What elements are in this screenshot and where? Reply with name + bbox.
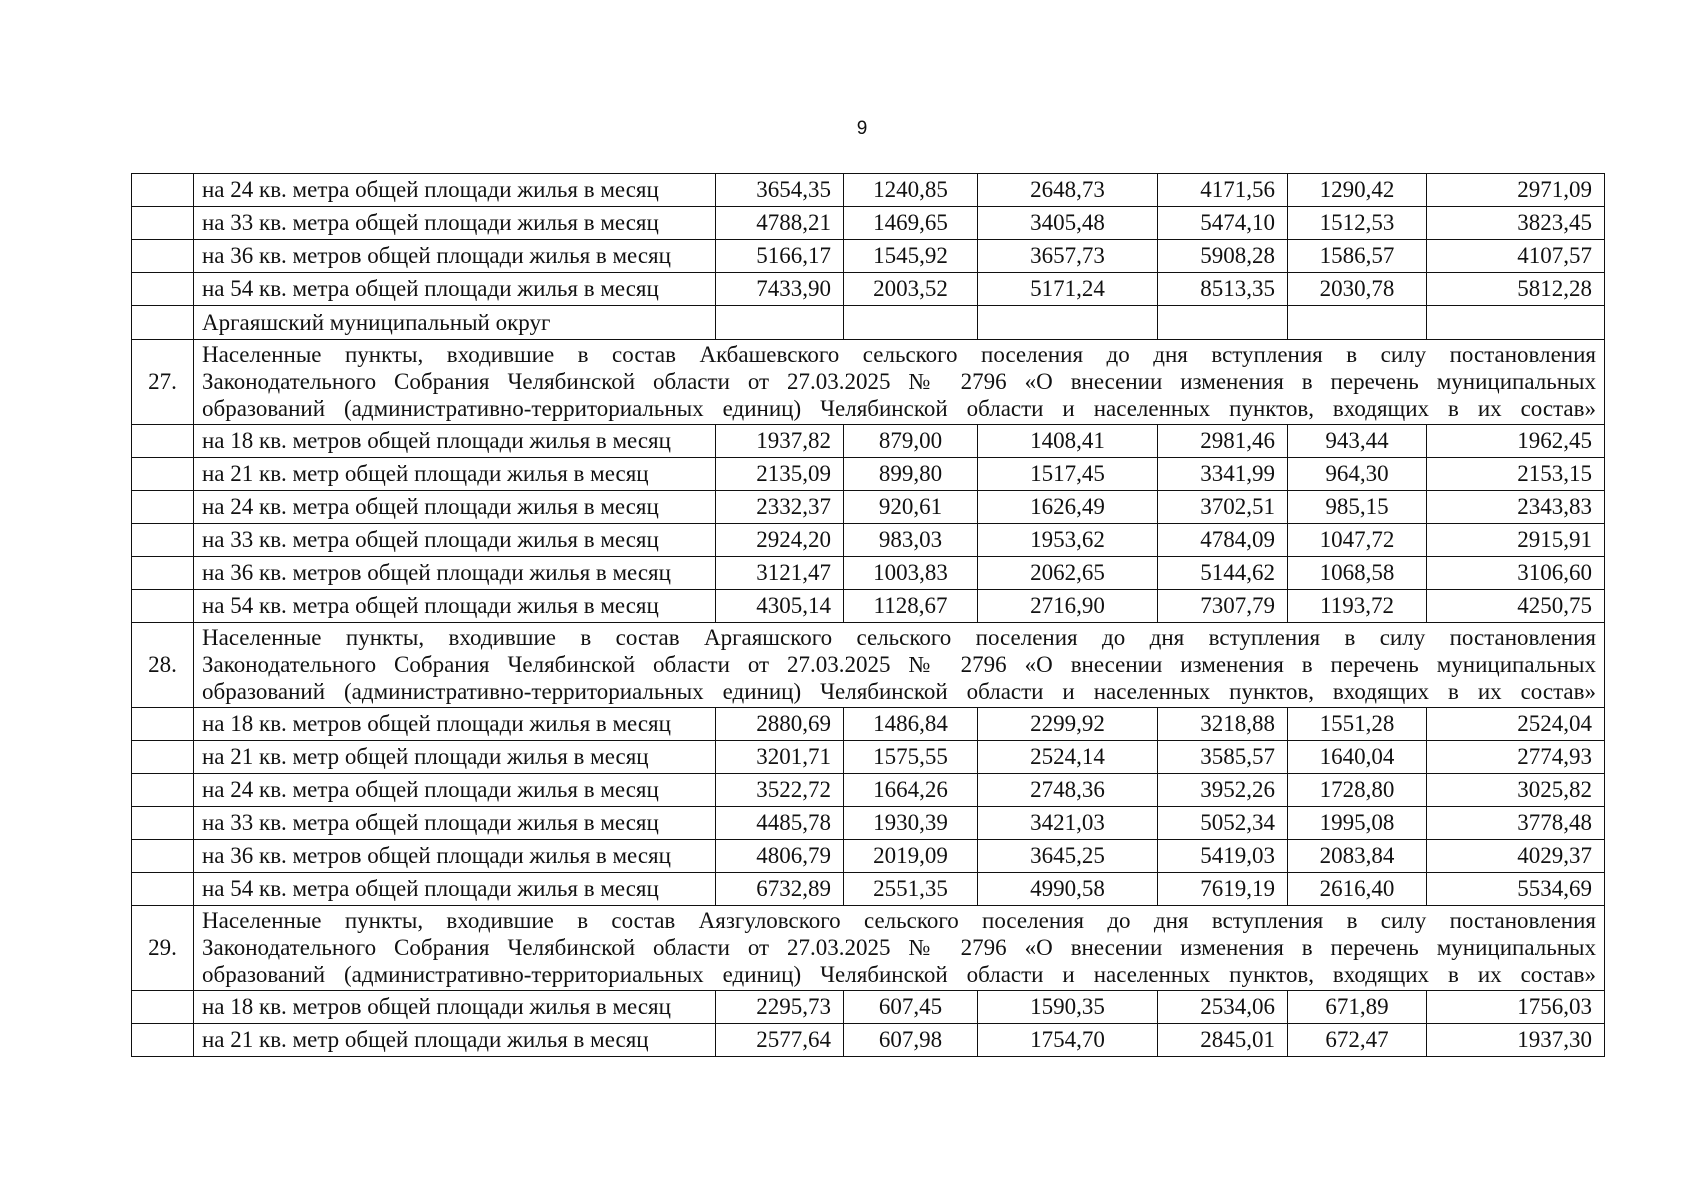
value-cell: 672,47	[1288, 1024, 1427, 1057]
value-cell: 3201,71	[716, 741, 844, 774]
row-label: на 18 кв. метров общей площади жилья в месяц	[194, 425, 716, 458]
value-cell: 1486,84	[844, 708, 978, 741]
value-cell: 3121,47	[716, 557, 844, 590]
row-index-cell	[132, 840, 194, 873]
value-cell: 3654,35	[716, 174, 844, 207]
table-row	[132, 458, 1605, 491]
table-row	[132, 524, 1605, 557]
value-cell: 2981,46	[1158, 425, 1288, 458]
table-row	[132, 774, 1605, 807]
row-label: на 21 кв. метр общей площади жилья в месяц	[194, 458, 716, 491]
section-description	[194, 340, 1605, 425]
table-row	[132, 557, 1605, 590]
value-cell: 7619,19	[1158, 873, 1288, 906]
value-cell: 1962,45	[1427, 425, 1605, 458]
row-index-cell	[132, 708, 194, 741]
value-cell: 2774,93	[1427, 741, 1605, 774]
row-label: на 24 кв. метра общей площади жилья в месяц	[194, 774, 716, 807]
value-cell: 2616,40	[1288, 873, 1427, 906]
section-description-line: Законодательного Собрания Челябинской области от 27.03.2025 № 2796 «О внесении изменения в перечень муниципальных	[202, 935, 1596, 960]
value-cell: 1240,85	[844, 174, 978, 207]
value-cell: 4806,79	[716, 840, 844, 873]
table-row	[132, 207, 1605, 240]
value-cell: 1937,30	[1427, 1024, 1605, 1057]
value-cell: 4788,21	[716, 207, 844, 240]
table-row	[132, 991, 1605, 1024]
tariff-table	[131, 173, 1605, 1057]
value-cell: 1930,39	[844, 807, 978, 840]
section-description	[194, 906, 1605, 991]
value-cell: 920,61	[844, 491, 978, 524]
row-label: на 33 кв. метра общей площади жилья в месяц	[194, 524, 716, 557]
row-index-cell	[132, 873, 194, 906]
value-cell: 3823,45	[1427, 207, 1605, 240]
value-cell: 1517,45	[978, 458, 1158, 491]
value-cell: 2880,69	[716, 708, 844, 741]
value-cell: 4029,37	[1427, 840, 1605, 873]
value-cell: 1590,35	[978, 991, 1158, 1024]
row-index-cell	[132, 240, 194, 273]
value-cell: 2135,09	[716, 458, 844, 491]
section-number: 28.	[132, 623, 194, 708]
row-label: на 24 кв. метра общей площади жилья в месяц	[194, 174, 716, 207]
value-cell: 2577,64	[716, 1024, 844, 1057]
row-label: на 36 кв. метров общей площади жилья в месяц	[194, 240, 716, 273]
value-cell: 2524,14	[978, 741, 1158, 774]
value-cell: 1575,55	[844, 741, 978, 774]
value-cell: 2153,15	[1427, 458, 1605, 491]
value-cell: 4990,58	[978, 873, 1158, 906]
section-number: 27.	[132, 340, 194, 425]
value-cell: 4784,09	[1158, 524, 1288, 557]
value-cell: 964,30	[1288, 458, 1427, 491]
value-cell: 1545,92	[844, 240, 978, 273]
value-cell: 3952,26	[1158, 774, 1288, 807]
row-label: на 33 кв. метра общей площади жилья в месяц	[194, 807, 716, 840]
value-cell: 2748,36	[978, 774, 1158, 807]
section-description-line: Населенные пункты, входившие в состав Аргаяшского сельского поселения до дня вступления в силу постановления	[202, 625, 1596, 650]
value-cell: 5812,28	[1427, 273, 1605, 306]
empty-cell	[1158, 306, 1288, 340]
table-row	[132, 240, 1605, 273]
row-index-cell	[132, 273, 194, 306]
value-cell: 1512,53	[1288, 207, 1427, 240]
value-cell: 2343,83	[1427, 491, 1605, 524]
row-index-cell	[132, 741, 194, 774]
row-label: на 33 кв. метра общей площади жилья в месяц	[194, 207, 716, 240]
row-index-cell	[132, 991, 194, 1024]
value-cell: 1953,62	[978, 524, 1158, 557]
section-description-line: образований (административно-территориальных единиц) Челябинской области и населенных пунктов, входящих в их состав»	[202, 962, 1596, 987]
value-cell: 2019,09	[844, 840, 978, 873]
row-label: на 18 кв. метров общей площади жилья в месяц	[194, 991, 716, 1024]
value-cell: 6732,89	[716, 873, 844, 906]
value-cell: 8513,35	[1158, 273, 1288, 306]
value-cell: 943,44	[1288, 425, 1427, 458]
value-cell: 1664,26	[844, 774, 978, 807]
row-index-cell	[132, 807, 194, 840]
value-cell: 2845,01	[1158, 1024, 1288, 1057]
value-cell: 4250,75	[1427, 590, 1605, 623]
row-index-cell	[132, 590, 194, 623]
value-cell: 5474,10	[1158, 207, 1288, 240]
section-description-line: образований (административно-территориальных единиц) Челябинской области и населенных пунктов, входящих в их состав»	[202, 679, 1596, 704]
value-cell: 3585,57	[1158, 741, 1288, 774]
page-number: 9	[856, 118, 868, 139]
table-row	[132, 708, 1605, 741]
value-cell: 2915,91	[1427, 524, 1605, 557]
value-cell: 3702,51	[1158, 491, 1288, 524]
value-cell: 1640,04	[1288, 741, 1427, 774]
value-cell: 1128,67	[844, 590, 978, 623]
value-cell: 5166,17	[716, 240, 844, 273]
value-cell: 3645,25	[978, 840, 1158, 873]
value-cell: 1068,58	[1288, 557, 1427, 590]
row-index-cell	[132, 557, 194, 590]
row-label: на 18 кв. метров общей площади жилья в месяц	[194, 708, 716, 741]
row-label: на 54 кв. метра общей площади жилья в месяц	[194, 590, 716, 623]
table-row	[132, 840, 1605, 873]
value-cell: 5144,62	[1158, 557, 1288, 590]
value-cell: 2030,78	[1288, 273, 1427, 306]
row-label: на 21 кв. метр общей площади жилья в месяц	[194, 741, 716, 774]
value-cell: 2295,73	[716, 991, 844, 1024]
value-cell: 2062,65	[978, 557, 1158, 590]
section-description-line: образований (административно-территориальных единиц) Челябинской области и населенных пунктов, входящих в их состав»	[202, 396, 1596, 421]
empty-cell	[1288, 306, 1427, 340]
section-number: 29.	[132, 906, 194, 991]
row-label: на 21 кв. метр общей площади жилья в месяц	[194, 1024, 716, 1057]
row-index-cell	[132, 207, 194, 240]
value-cell: 1995,08	[1288, 807, 1427, 840]
value-cell: 4171,56	[1158, 174, 1288, 207]
group-label: Аргаяшский муниципальный округ	[194, 306, 716, 340]
row-index-cell	[132, 458, 194, 491]
table-row	[132, 741, 1605, 774]
value-cell: 1756,03	[1427, 991, 1605, 1024]
value-cell: 671,89	[1288, 991, 1427, 1024]
table-row	[132, 1024, 1605, 1057]
row-label: на 36 кв. метров общей площади жилья в месяц	[194, 840, 716, 873]
table-row	[132, 590, 1605, 623]
row-index-cell	[132, 1024, 194, 1057]
section-description	[194, 623, 1605, 708]
value-cell: 3421,03	[978, 807, 1158, 840]
value-cell: 1728,80	[1288, 774, 1427, 807]
value-cell: 607,98	[844, 1024, 978, 1057]
value-cell: 985,15	[1288, 491, 1427, 524]
value-cell: 4107,57	[1427, 240, 1605, 273]
section-description-line: Населенные пункты, входившие в состав Акбашевского сельского поселения до дня вступления в силу постановления	[202, 342, 1596, 367]
row-label: на 36 кв. метров общей площади жилья в месяц	[194, 557, 716, 590]
value-cell: 2524,04	[1427, 708, 1605, 741]
value-cell: 607,45	[844, 991, 978, 1024]
value-cell: 3218,88	[1158, 708, 1288, 741]
section-row	[132, 340, 1605, 425]
value-cell: 2332,37	[716, 491, 844, 524]
section-row	[132, 623, 1605, 708]
value-cell: 5908,28	[1158, 240, 1288, 273]
value-cell: 1551,28	[1288, 708, 1427, 741]
value-cell: 1937,82	[716, 425, 844, 458]
value-cell: 3405,48	[978, 207, 1158, 240]
row-label: на 54 кв. метра общей площади жилья в месяц	[194, 873, 716, 906]
section-description-line: Населенные пункты, входившие в состав Аязгуловского сельского поселения до дня вступления в силу постановления	[202, 908, 1596, 933]
value-cell: 3341,99	[1158, 458, 1288, 491]
value-cell: 3657,73	[978, 240, 1158, 273]
value-cell: 5171,24	[978, 273, 1158, 306]
value-cell: 1626,49	[978, 491, 1158, 524]
value-cell: 3522,72	[716, 774, 844, 807]
value-cell: 7307,79	[1158, 590, 1288, 623]
value-cell: 2534,06	[1158, 991, 1288, 1024]
value-cell: 983,03	[844, 524, 978, 557]
value-cell: 5534,69	[1427, 873, 1605, 906]
row-index-cell	[132, 524, 194, 557]
value-cell: 2299,92	[978, 708, 1158, 741]
section-description-line: Законодательного Собрания Челябинской области от 27.03.2025 № 2796 «О внесении изменения в перечень муниципальных	[202, 652, 1596, 677]
value-cell: 1586,57	[1288, 240, 1427, 273]
value-cell: 2971,09	[1427, 174, 1605, 207]
value-cell: 1003,83	[844, 557, 978, 590]
row-index-cell	[132, 306, 194, 340]
value-cell: 3025,82	[1427, 774, 1605, 807]
value-cell: 1754,70	[978, 1024, 1158, 1057]
value-cell: 1290,42	[1288, 174, 1427, 207]
group-row	[132, 306, 1605, 340]
table-row	[132, 273, 1605, 306]
value-cell: 1047,72	[1288, 524, 1427, 557]
value-cell: 7433,90	[716, 273, 844, 306]
value-cell: 1193,72	[1288, 590, 1427, 623]
empty-cell	[716, 306, 844, 340]
value-cell: 2716,90	[978, 590, 1158, 623]
value-cell: 4485,78	[716, 807, 844, 840]
value-cell: 5419,03	[1158, 840, 1288, 873]
empty-cell	[978, 306, 1158, 340]
table-row	[132, 807, 1605, 840]
value-cell: 2648,73	[978, 174, 1158, 207]
value-cell: 899,80	[844, 458, 978, 491]
value-cell: 4305,14	[716, 590, 844, 623]
row-label: на 54 кв. метра общей площади жилья в месяц	[194, 273, 716, 306]
table-body	[132, 174, 1605, 1057]
value-cell: 5052,34	[1158, 807, 1288, 840]
empty-cell	[1427, 306, 1605, 340]
row-index-cell	[132, 174, 194, 207]
value-cell: 3106,60	[1427, 557, 1605, 590]
value-cell: 2551,35	[844, 873, 978, 906]
value-cell: 1408,41	[978, 425, 1158, 458]
value-cell: 2083,84	[1288, 840, 1427, 873]
row-label: на 24 кв. метра общей площади жилья в месяц	[194, 491, 716, 524]
table-row	[132, 425, 1605, 458]
row-index-cell	[132, 491, 194, 524]
value-cell: 2003,52	[844, 273, 978, 306]
row-index-cell	[132, 774, 194, 807]
table-row	[132, 491, 1605, 524]
value-cell: 3778,48	[1427, 807, 1605, 840]
value-cell: 1469,65	[844, 207, 978, 240]
table-row	[132, 873, 1605, 906]
empty-cell	[844, 306, 978, 340]
section-row	[132, 906, 1605, 991]
table-row	[132, 174, 1605, 207]
value-cell: 879,00	[844, 425, 978, 458]
row-index-cell	[132, 425, 194, 458]
value-cell: 2924,20	[716, 524, 844, 557]
section-description-line: Законодательного Собрания Челябинской области от 27.03.2025 № 2796 «О внесении изменения в перечень муниципальных	[202, 369, 1596, 394]
